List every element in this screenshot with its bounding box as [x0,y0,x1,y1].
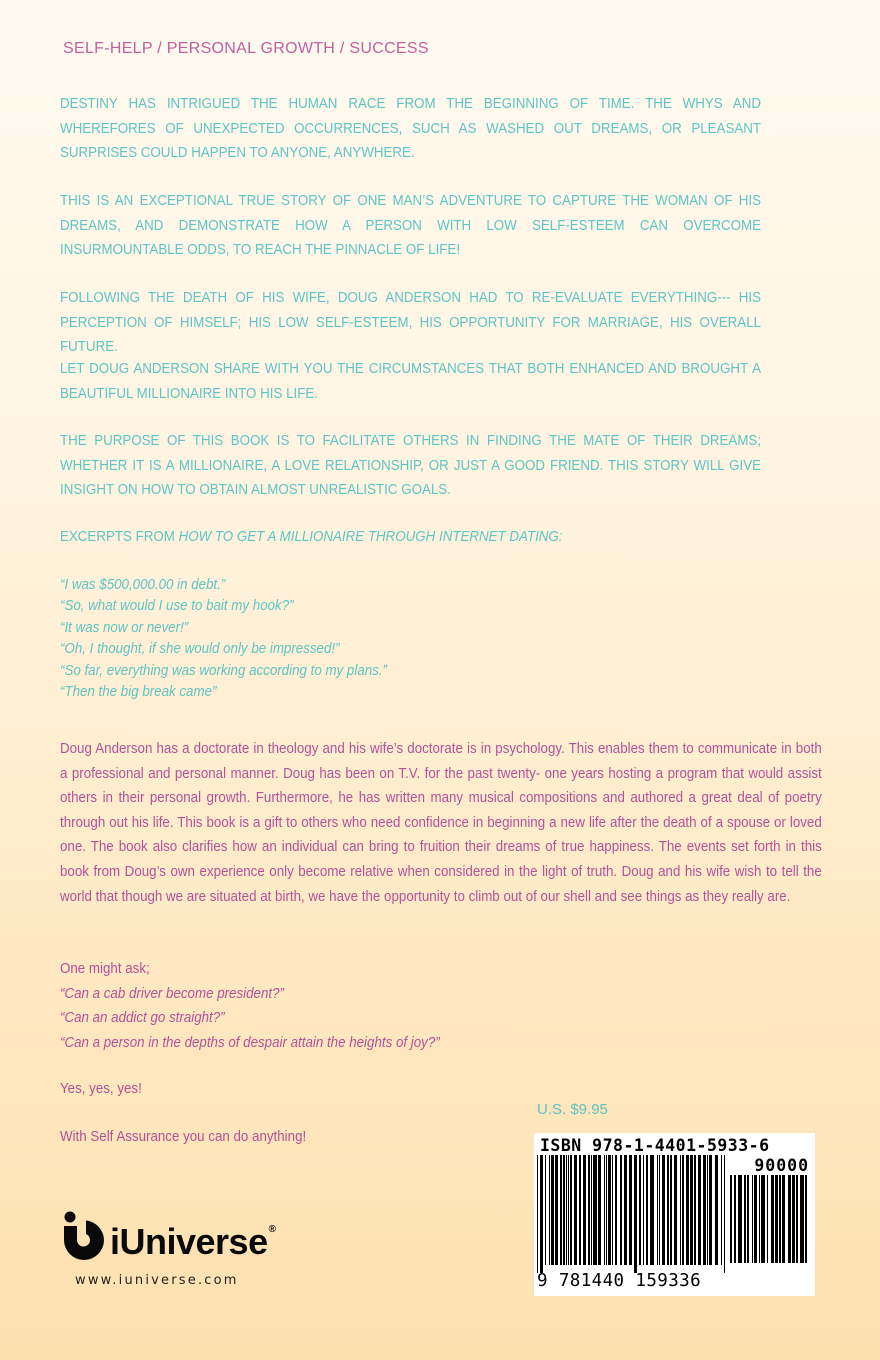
barcode-bar [782,1175,785,1263]
barcode-bar [747,1175,749,1263]
question-2: “Can an addict go straight?” [60,1010,225,1027]
intro-paragraph-2: THIS IS AN EXCEPTIONAL TRUE STORY OF ONE MAN’S ADVENTURE TO CAPTURE THE WOMAN OF HIS DREAMS, AND DEMONSTRATE HOW A PERSON WITH LOW SELF-ESTEEM CAN OVERCOME INSURMOUNTABLE ODDS, TO REACH THE PINNACLE OF LIFE! [60,193,762,258]
barcode-bar [566,1155,567,1265]
intro-paragraph-1: DESTINY HAS INTRIGUED THE HUMAN RACE FROM THE BEGINNING OF TIME. THE WHYS AND WHEREFORES OF UNEXPECTED OCCURRENCES, SUCH AS WASHED OUT DREAMS, OR PLEASANT SURPRISES COULD HAPPEN TO ANYONE, ANYWHERE. [60,96,762,161]
barcode-bar [662,1155,665,1265]
publisher-name [110,1221,275,1263]
barcode-bar [805,1175,807,1263]
barcode-bar [608,1155,611,1265]
barcode-bar [593,1155,597,1265]
quote-6: “Then the big break came” [60,684,217,701]
barcode-bar [744,1175,746,1263]
barcode-bar [549,1155,550,1265]
barcode-bar [775,1175,778,1263]
barcode-bar [792,1175,795,1263]
addon-barcode-bars [730,1175,810,1271]
barcode-bar [624,1155,627,1265]
barcode-bar [734,1175,736,1263]
barcode-bar [591,1155,592,1265]
quote-1: “I was $500,000.00 in debt.” [60,577,226,593]
barcode-bar [545,1155,546,1265]
barcode-bar [690,1155,693,1265]
excerpt-quotes [60,575,520,703]
price-label: U.S. $9.95 [537,1101,608,1118]
barcode-bar [721,1155,722,1265]
publisher-wordmark: iUniverse [110,1221,268,1262]
excerpts-book-title: HOW TO GET A MILLIONAIRE THROUGH INTERNET DATING: [178,529,563,545]
barcode-bar [643,1155,644,1265]
barcode-bar [694,1155,696,1265]
barcode-bar [606,1155,607,1265]
barcode-bar [796,1175,798,1263]
barcode-bar [767,1175,768,1263]
excerpts-label: EXCERPTS FROM [60,529,179,545]
barcode-bar [771,1175,774,1263]
isbn-number: ISBN 978-1-4401-5933-6 [540,1136,770,1155]
barcode-bar [615,1155,617,1265]
barcode-bar [779,1175,781,1263]
barcode-bar [646,1155,648,1265]
barcode-bar [682,1155,684,1265]
excerpts-heading [60,525,761,550]
barcode-bar [707,1155,708,1265]
iuniverse-logo-icon [62,1210,108,1264]
barcode-bar [724,1155,725,1273]
barcode-bar [659,1155,660,1265]
barcode-bar [560,1155,562,1265]
barcode-bar [667,1155,669,1265]
price-code: 90000 [754,1156,809,1175]
barcode-bar [730,1175,732,1263]
author-bio: Doug Anderson has a doctorate in theology and his wife’s doctorate is in psychology. This enables them to communicate in both a professional and personal manner. Doug has been on T.V. for the past twenty- one years hosting a program that would assist others in their personal growth. Furthermore, he has written many musical compositions and authored a great deal of poetry through out his life. This book is a gift to others who need confidence in beginning a new life after the death of a spouse or loved one. The book also clarifies how an individual can bring to fruition their dreams of true happiness. The events set forth in this book from Doug’s own experience only become relative when considered in the light of truth. Doug and his wife wish to tell the world that though we are situated at birth, we have the opportunity to climb out of our shell and see things as they really are. [60,741,822,905]
barcode-bar [537,1155,538,1273]
publisher-website: www.iuniverse.com [75,1273,239,1288]
quote-4: “Oh, I thought, if she would only be impressed!” [60,641,340,658]
barcode-bar [620,1155,622,1265]
ean-digits: 9 781440 159336 [537,1271,702,1291]
question-1: “Can a cab driver become president?” [60,985,284,1002]
barcode-bar [612,1155,613,1265]
ean-barcode-bars [537,1155,727,1273]
barcode-bar [738,1175,742,1263]
barcode-bar [788,1175,791,1263]
intro-paragraph-4: LET DOUG ANDERSON SHARE WITH YOU THE CIRCUMSTANCES THAT BOTH ENHANCED AND BROUGHT A BEAUTIFUL MILLIONAIRE INTO HIS LIFE. [60,361,762,402]
questions-block [60,957,822,1055]
quote-5: “So far, everything was working according to my plans.” [60,662,387,679]
barcode-bar [752,1175,753,1263]
barcode-bar [761,1175,765,1263]
registered-mark: ® [268,1224,276,1235]
barcode-bar [650,1155,654,1265]
quote-3: “It was now or never!” [60,619,189,636]
barcode-bar [709,1155,712,1265]
barcode-bar [629,1155,632,1265]
barcode-bar [686,1155,689,1265]
iuniverse-logo [62,1210,276,1269]
barcode-bar [555,1155,558,1265]
barcode-bar [579,1155,581,1265]
barcode-bar [639,1155,641,1265]
intro-paragraph-3: FOLLOWING THE DEATH OF HIS WIFE, DOUG ANDERSON HAD TO RE-EVALUATE EVERYTHING--- HIS PERCEPTION OF HIMSELF; HIS LOW SELF-ESTEEM, HIS OPPORTUNITY FOR MARRIAGE, HIS OVERALL FUTURE. [60,290,762,355]
barcode-bar [583,1155,586,1265]
barcode-bar [604,1155,605,1265]
barcode-bar [588,1155,590,1265]
barcode-bar [674,1155,677,1265]
barcode-bar [715,1155,718,1265]
barcode-bar [703,1155,706,1265]
barcode-bar [657,1155,658,1265]
barcode-bar [680,1155,681,1265]
ask-intro: One might ask; [60,961,150,977]
intro-paragraph-5: THE PURPOSE OF THIS BOOK IS TO FACILITATE OTHERS IN FINDING THE MATE OF THEIR DREAMS; WHETHER IT IS A MILLIONAIRE, A LOVE RELATIONSHIP, OR JUST A GOOD FRIEND. THIS STORY WILL GIVE INSIGHT ON HOW TO OBTAIN ALMOST UNREALISTIC GOALS. [60,433,762,498]
answer-text: Yes, yes, yes! [60,1081,142,1097]
barcode-bar [670,1155,672,1265]
barcode-bar [570,1155,572,1265]
barcode-bar [574,1155,577,1265]
barcode-bar [759,1175,760,1263]
barcode-bar [754,1175,757,1263]
barcode-bar [598,1155,601,1265]
barcode-bar [540,1155,543,1273]
quote-2: “So, what would I use to bait my hook?” [60,598,294,615]
isbn-barcode [534,1133,815,1296]
barcode-bar [800,1175,804,1263]
closing-text: With Self Assurance you can do anything! [60,1129,307,1145]
barcode-bar [698,1155,701,1265]
barcode-bar [568,1155,569,1265]
barcode-bar [634,1155,637,1273]
book-category: SELF-HELP / PERSONAL GROWTH / SUCCESS [63,40,429,57]
question-3: “Can a person in the depths of despair attain the heights of joy?” [60,1034,440,1051]
barcode-bar [551,1155,554,1265]
barcode-bar [563,1155,565,1265]
